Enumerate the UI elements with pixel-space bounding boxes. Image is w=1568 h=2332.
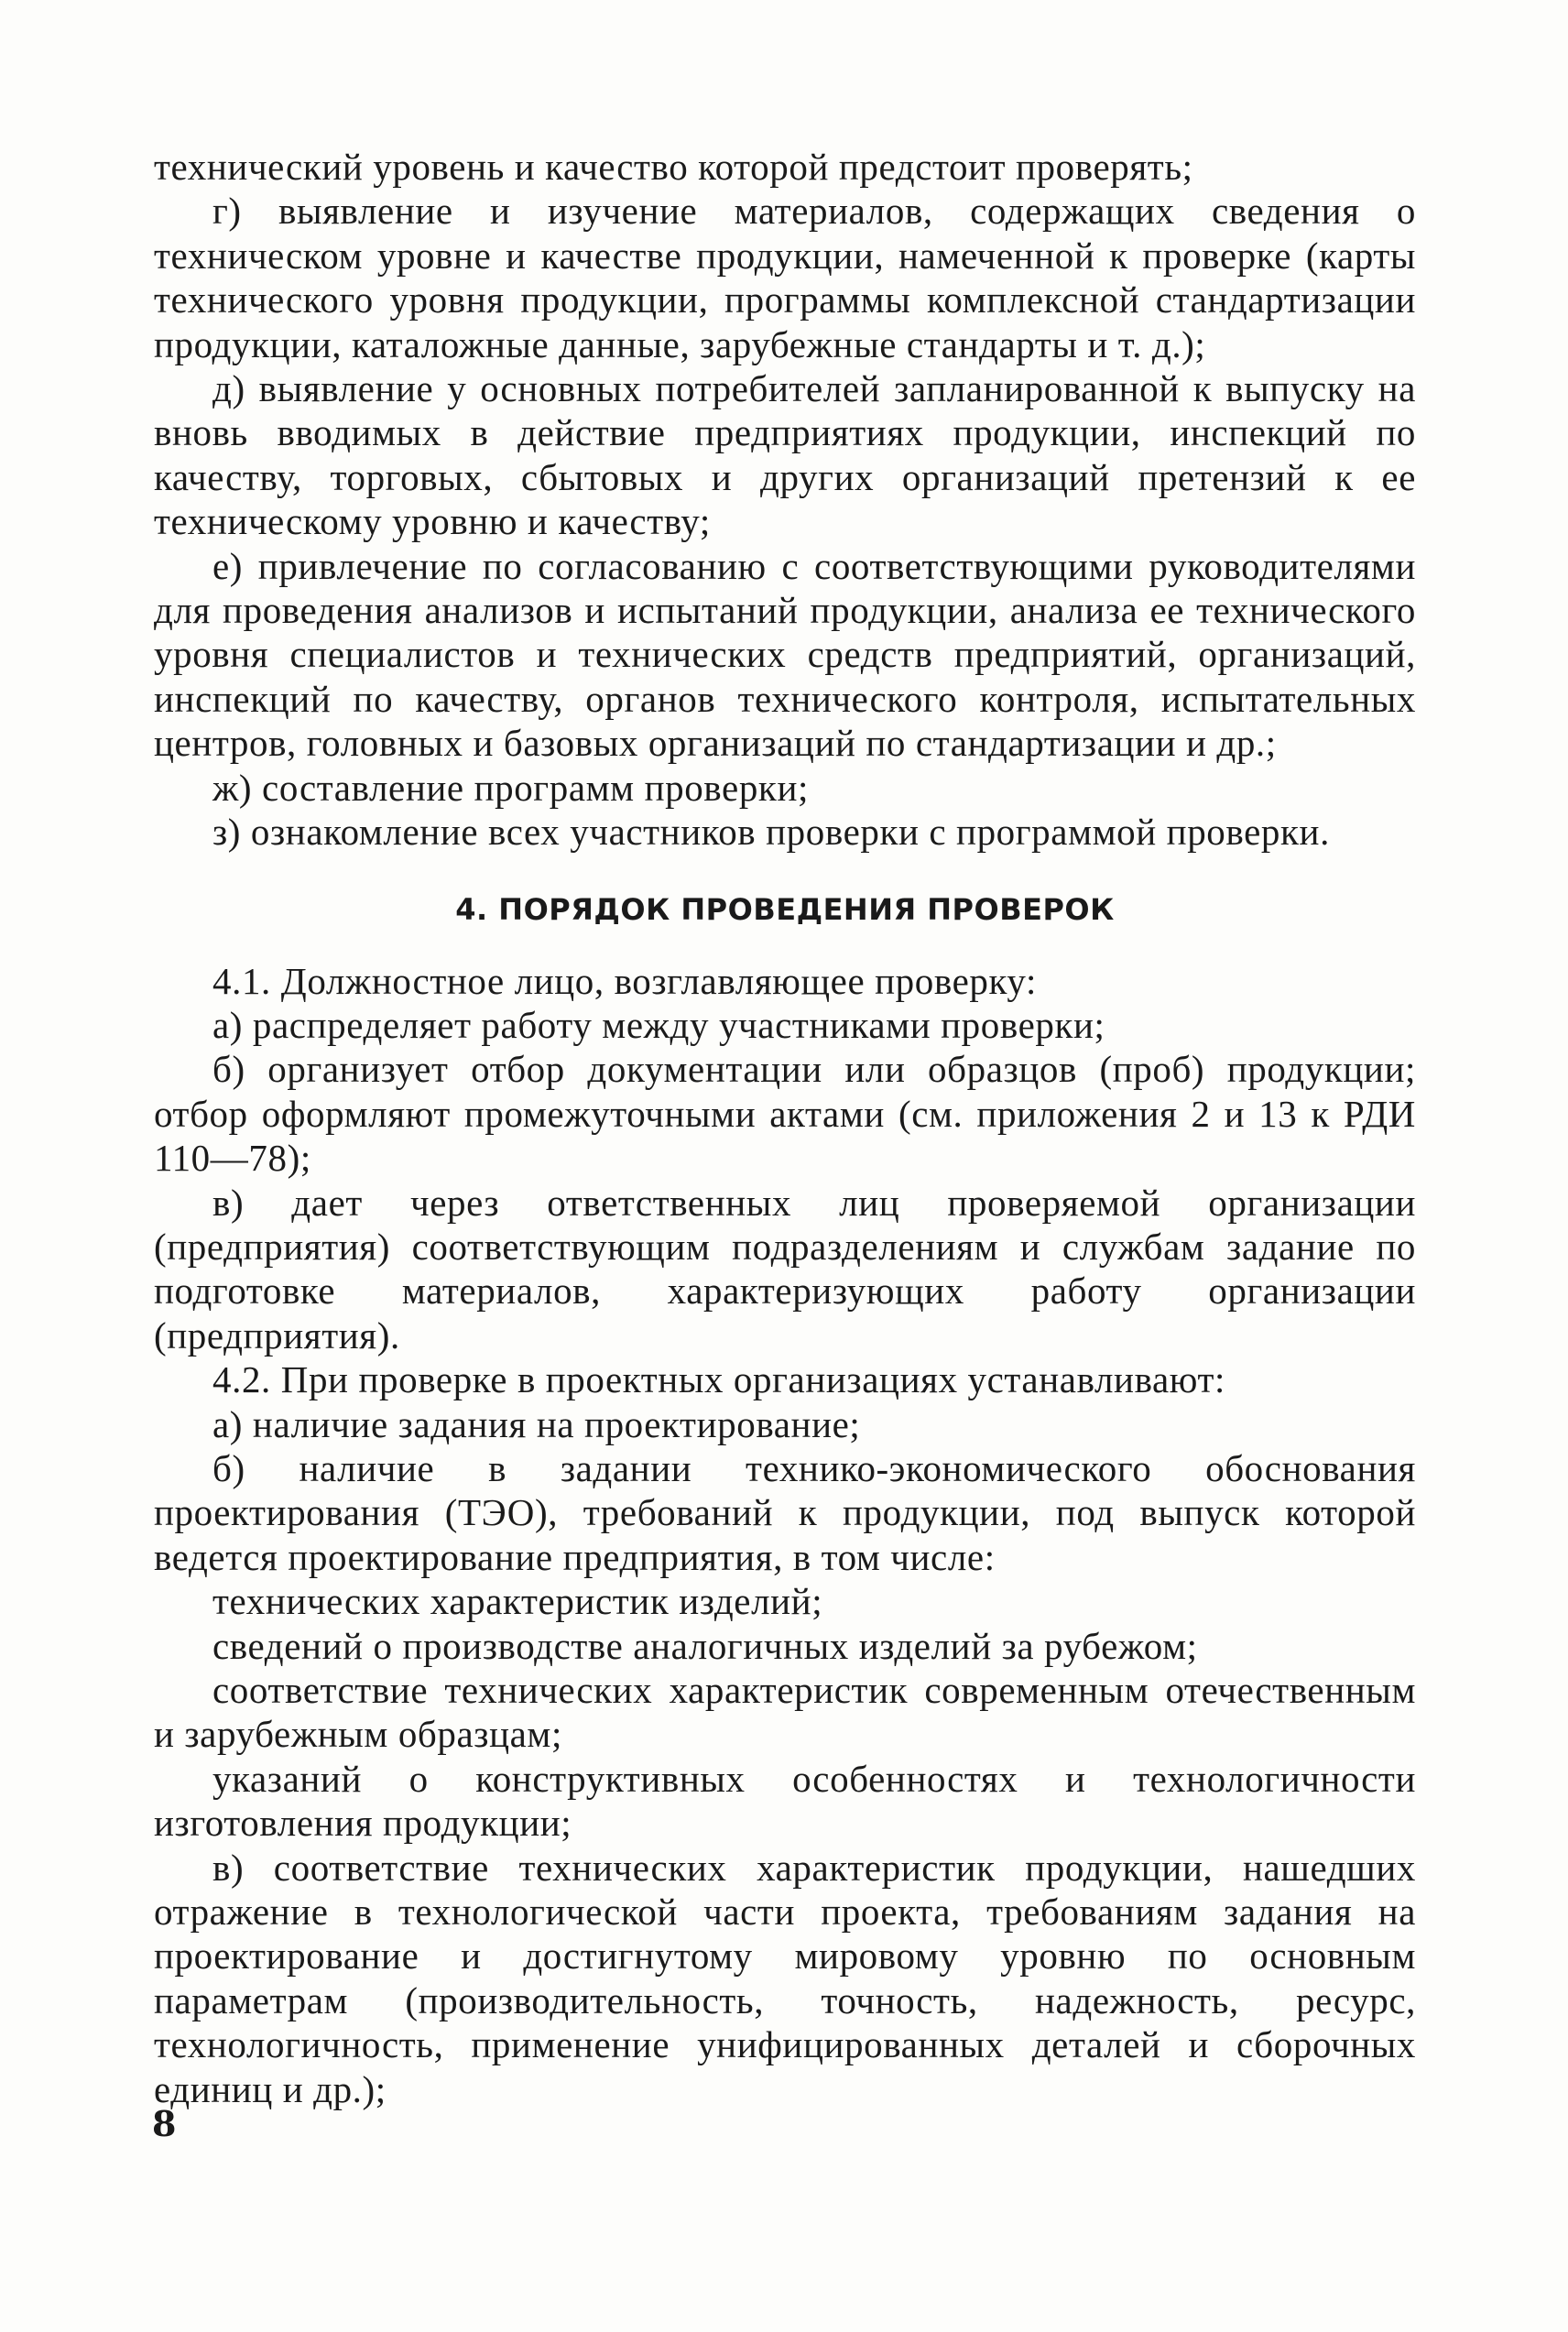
paragraph: а) распределяет работу между участниками проверки;: [212, 1003, 1105, 1046]
paragraph: б) наличие в задании технико-экономического обоснования проектирования (ТЭО), требований к продукции, под выпуск которой ведется проектирование предприятия, в том числе:: [154, 1446, 1416, 1578]
body-text: [154, 145, 1416, 2111]
paragraph: д) выявление у основных потребителей запланированной к выпуску на вновь вводимых в действие предприятиях продукции, инспекций по качеству, торговых, сбытовых и других организаций претензий к ее техническому уровню и качеству;: [154, 367, 1416, 543]
paragraph: ж) составление программ проверки;: [212, 766, 809, 809]
paragraph: а) наличие задания на проектирование;: [212, 1402, 861, 1445]
paragraph: 4.1. Должностное лицо, возглавляющее проверку:: [212, 959, 1037, 1002]
paragraphs-before: [154, 145, 1416, 855]
paragraph: соответствие технических характеристик современным отечественным и зарубежным образцам;: [154, 1669, 1416, 1756]
paragraph: сведений о производстве аналогичных изделий за рубежом;: [212, 1624, 1198, 1667]
paragraph: технических характеристик изделий;: [212, 1580, 823, 1623]
page-number: 8: [152, 2103, 177, 2144]
paragraph: г) выявление и изучение материалов, содержащих сведения о техническом уровне и качестве продукции, намеченной к проверке (карты технического уровня продукции, программы комплексной стандартизации продукции, каталожные данные, зарубежные стандарты и т. д.);: [154, 190, 1416, 365]
paragraph: е) привлечение по согласованию с соответствующими руководителями для проведения анализов и испытаний продукции, анализа ее технического уровня специалистов и технических средств предприятий, организаций, инспекций по качеству, органов технического контроля, испытательных центров, головных и базовых организаций по стандартизации и др.;: [154, 544, 1416, 765]
paragraph: 4.2. При проверке в проектных организациях устанавливают:: [212, 1358, 1226, 1401]
paragraphs-after: [154, 959, 1416, 2112]
section-heading: 4. ПОРЯДОК ПРОВЕДЕНИЯ ПРОВЕРОК: [455, 891, 1115, 927]
paragraph: б) организует отбор документации или образцов (проб) продукции; отбор оформляют промежуточными актами (см. приложения 2 и 13 к РДИ 110—78);: [154, 1048, 1416, 1180]
paragraph: указаний о конструктивных особенностях и технологичности изготовления продукции;: [154, 1757, 1416, 1845]
paragraph: в) соответствие технических характеристик продукции, нашедших отражение в технологической части проекта, требованиям задания на проектирование и достигнутому мировому уровню по основным параметрам (производительность, точность, надежность, ресурс, технологичность, применение унифицированных деталей и сборочных единиц и др.);: [154, 1846, 1416, 2110]
paragraph: технический уровень и качество которой предстоит проверять;: [154, 146, 1193, 188]
paragraph: з) ознакомление всех участников проверки с программой проверки.: [212, 811, 1330, 854]
paragraph: в) дает через ответственных лиц проверяемой организации (предприятия) соответствующим подразделениям и службам задание по подготовке материалов, характеризующих работу организации (предприятия).: [154, 1181, 1416, 1357]
